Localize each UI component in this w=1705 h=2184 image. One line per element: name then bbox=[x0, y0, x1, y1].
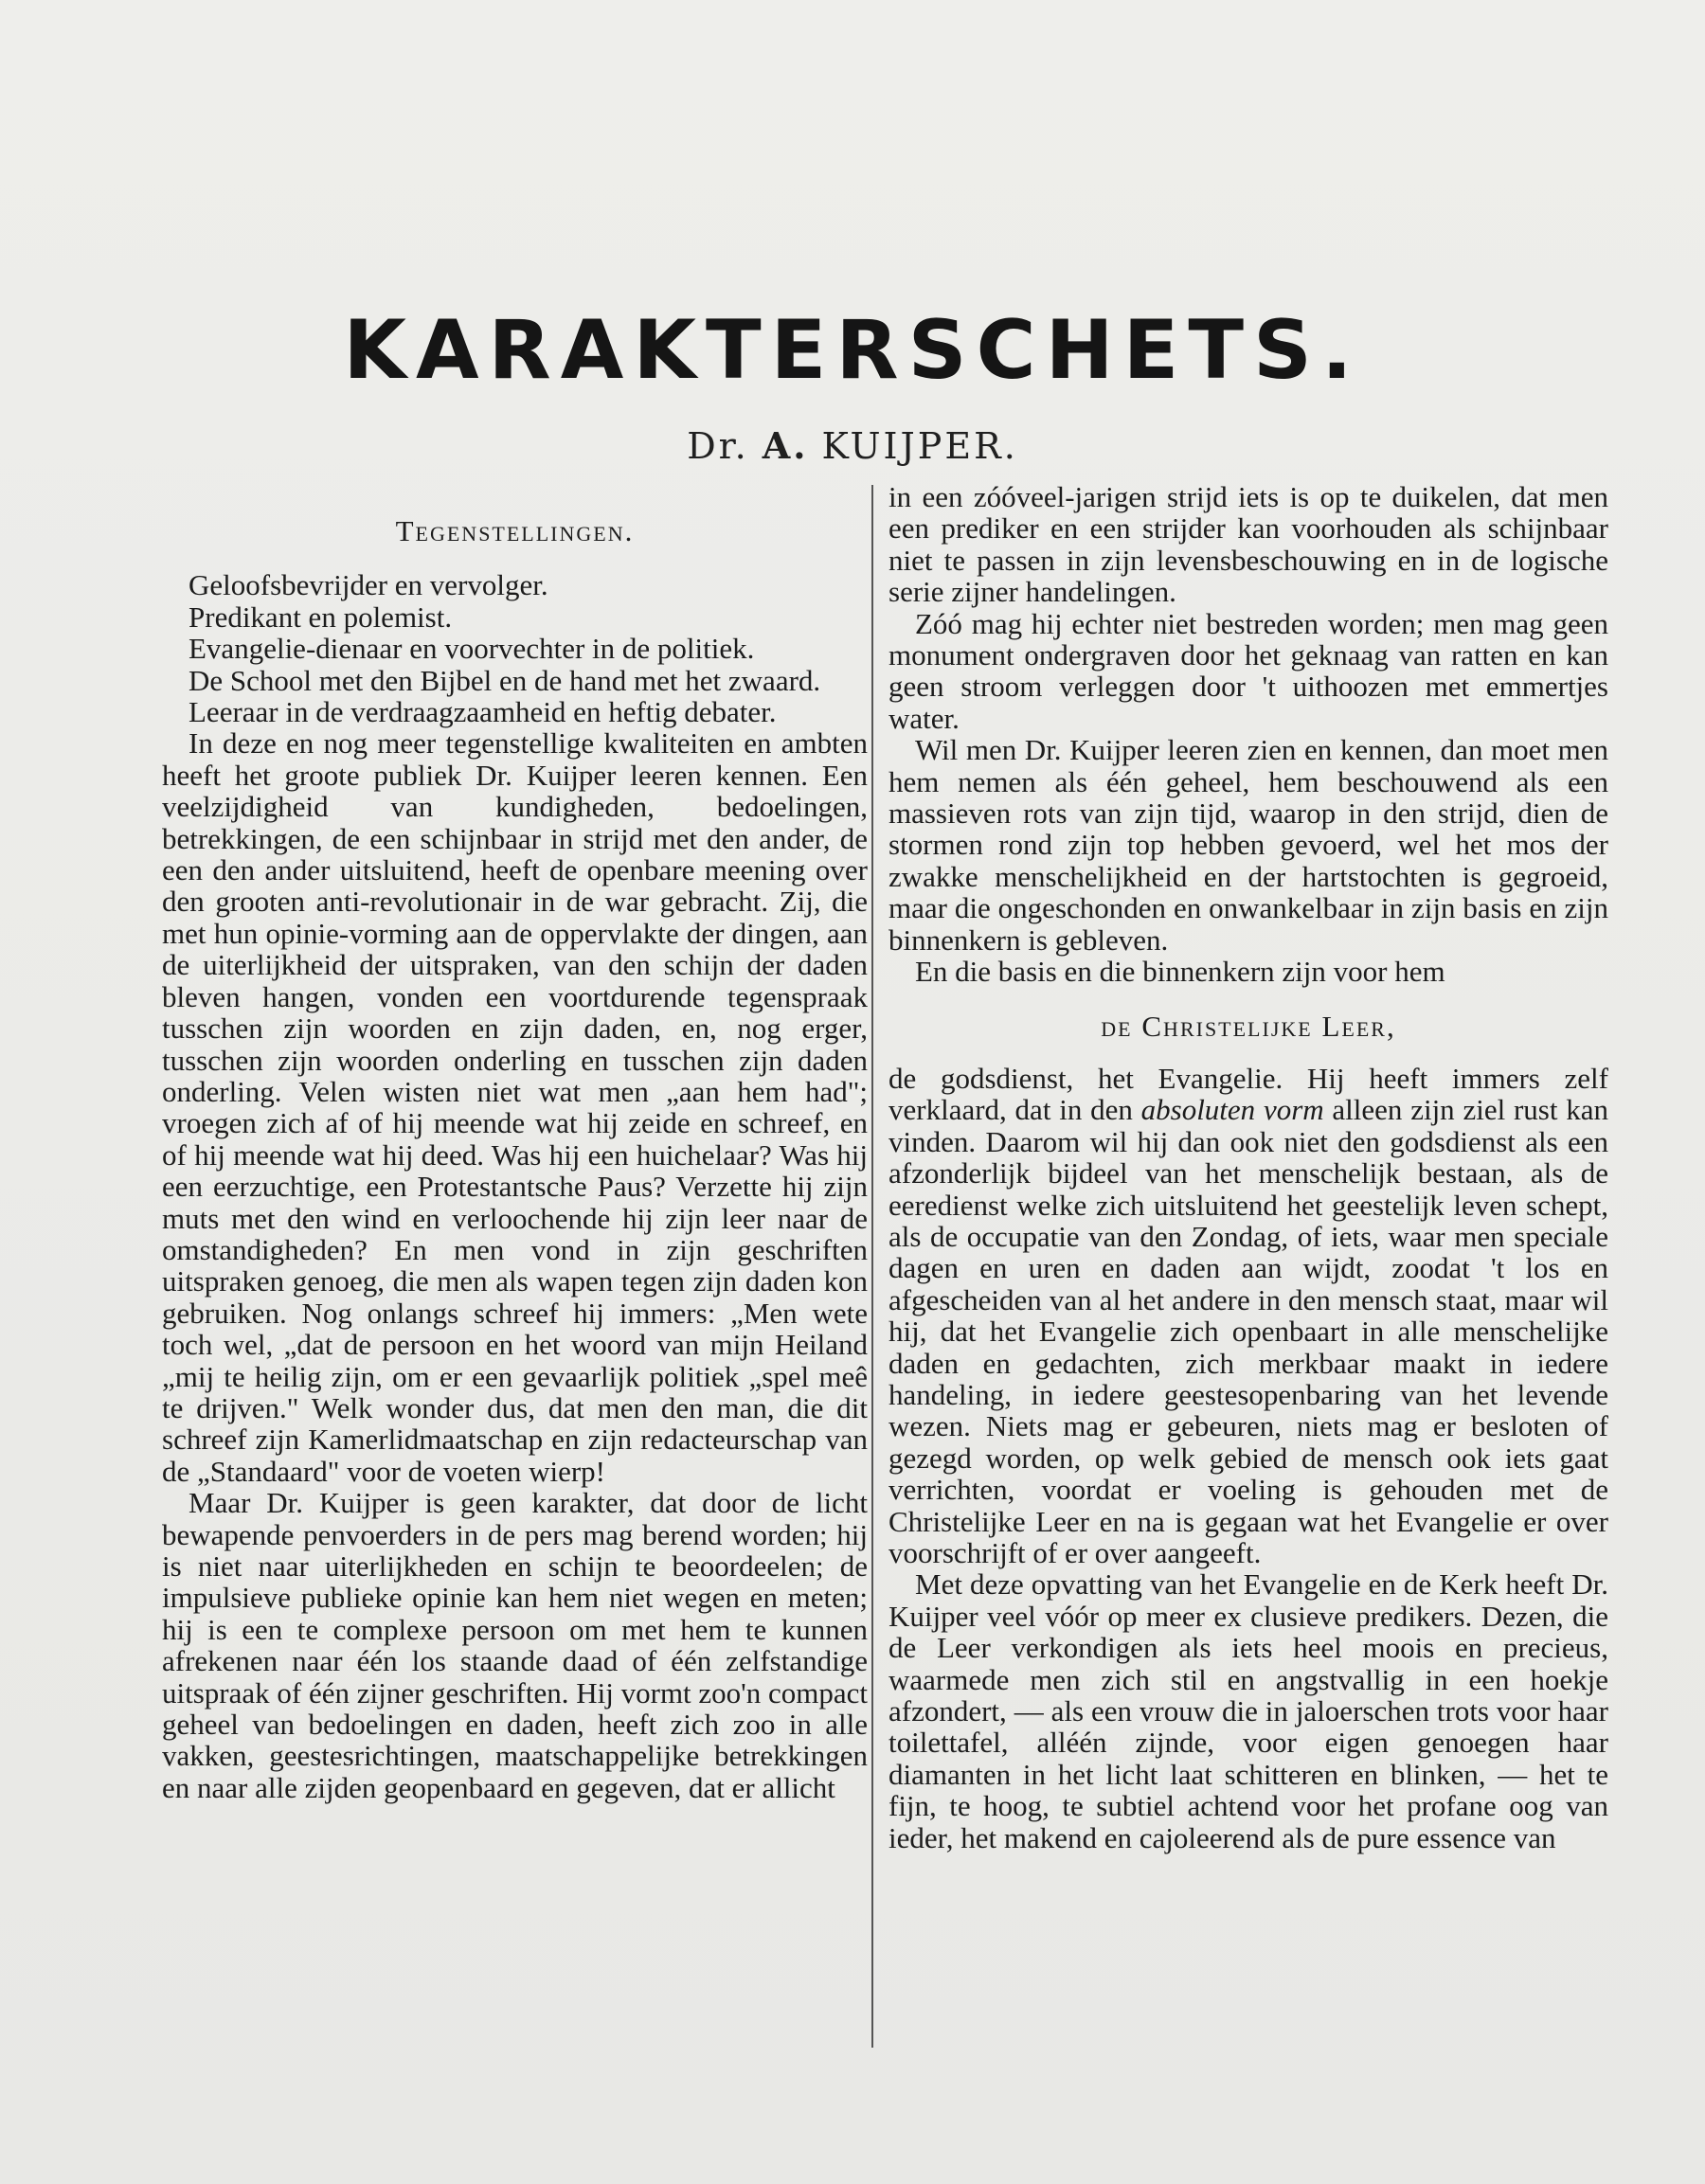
byline-initial: A. bbox=[762, 424, 809, 467]
emphasis-text: absoluten vorm bbox=[1140, 1093, 1324, 1127]
paragraph: Wil men Dr. Kuijper leeren zien en kennen, dan moet men hem nemen als één geheel, hem beschouwend als een massieven rots van zijn tijd, waarop in den strijd, dien de stormen rond zijn top hebben gevoerd, wel het mos der zwakke menschelijkheid en der hartstochten is gegroeid, maar die ongeschonden en onwankelbaar in zijn basis en zijn binnenkern is gebleven. bbox=[888, 733, 1608, 957]
paragraph-text: alleen zijn ziel rust kan vinden. Daarom wil hij dan ook niet den godsdienst als een afzonderlijk bijdeel van het menschelijk bestaan, als de eeredienst welke zich uitsluitend het geestelijk leven schept, als de occupatie van den Zondag, of iets, waar men speciale dagen en uren en daden aan wijdt, zoodat 't los en afgescheiden van al het andere in den mensch staat, maar wil hij, dat het Evangelie zich openbaart in alle menschelijke daden en gedachten, zich merkbaar maakt in iedere handeling, in iedere geestesopenbaring van het levende wezen. Niets mag er gebeuren, niets mag er besloten of gezegd worden, op welk gebied de mensch ook iets gaat verrichten, voordat er voeling is gehouden met de Christelijke Leer en na is gegaan wat het Evangelie er over voorschrijft of er over aangeeft. bbox=[888, 1093, 1608, 1569]
byline bbox=[0, 424, 1705, 467]
paragraph: De School met den Bijbel en de hand met het zwaard. bbox=[188, 663, 821, 697]
paragraph: Maar Dr. Kuijper is geen karakter, dat door de licht bewapende penvoerders in de pers mag berend worden; hij is niet naar uiterlijkheden en schijn te beoordeelen; de impulsieve publieke opinie kan hem niet wegen en meten; hij is een te complexe persoon om met hem te kunnen afrekenen naar één los staande daad of één zelfstandige uitspraak of één zijner geschriften. Hij vormt zoo'n compact geheel van bedoelingen en daden, heeft zich zoo in alle vakken, geestesrichtingen, maatschappelijke betrekkingen en naar alle zijden geopenbaard en gegeven, dat er allicht bbox=[162, 1486, 869, 1804]
column-rule bbox=[871, 485, 873, 2048]
paragraph-text: de godsdienst, het Evangelie. Hij heeft immers zelf verklaard, dat in den bbox=[888, 1061, 1608, 1127]
section-heading-tegenstellingen: Tegenstellingen. bbox=[395, 514, 635, 547]
paragraph: En die basis en die binnenkern zijn voor hem bbox=[915, 955, 1445, 989]
article-title: KARAKTERSCHETS. bbox=[343, 303, 1362, 398]
paragraph: Evangelie-dienaar en voorvechter in de politiek. bbox=[188, 632, 755, 666]
paragraph: Predikant en polemist. bbox=[188, 600, 453, 634]
byline-prefix: Dr. bbox=[687, 425, 749, 467]
paragraph: Met deze opvatting van het Evangelie en de Kerk heeft Dr. Kuijper veel vóór op meer ex clusieve predikers. Dezen, die de Leer verkondigen als iets heel moois en precieus, waarmede men zich stil en angstvallig in een hoekje afzondert, — als een vrouw die in jaloerschen trots voor haar toilettafel, alléén zijnde, voor eigen genoegen haar diamanten in het licht laat schitteren en blinken, — het te fijn, te hoog, te subtiel achtend voor het profane oog van ieder, het makend en cajoleerend als de pure essence van bbox=[888, 1567, 1608, 1854]
paragraph: Leeraar in de verdraagzaamheid en heftig debater. bbox=[188, 695, 777, 729]
paragraph bbox=[888, 1063, 1608, 1569]
paragraph: Geloofsbevrijder en vervolger. bbox=[188, 568, 548, 602]
right-column bbox=[888, 481, 1608, 1853]
paragraph: In deze en nog meer tegenstellige kwaliteiten en ambten heeft het groote publiek Dr. Kuijper leeren kennen. Een veelzijdigheid van kundigheden, bedoelingen, betrekkingen, de een schijnbaar in strijd met den ander, de een den ander uitsluitend, heeft de openbare meening over den grooten anti-revolutionair in de war gebracht. Zij, die met hun opinie-vorming aan de oppervlakte der dingen, aan de uiterlijkheid der uitspraken, van den schijn der daden bleven hangen, vonden een voortdurende tegenspraak tusschen zijn woorden en zijn daden, en, nog erger, tusschen zijn woorden onderling en tusschen zijn daden onderling. Velen wisten niet wat men „aan hem had"; vroegen zich af of hij meende wat hij zeide en schreef, en of hij meende wat hij deed. Was hij een huichelaar? Was hij een eerzuchtige, een Protestantsche Paus? Verzette hij zijn muts met den wind en verloochende hij zijn leer naar de omstandigheden? En men vond in zijn geschriften uitspraken genoeg, die men als wapen tegen zijn daden kon gebruiken. Nog onlangs schreef hij immers: „Men wete toch wel, „dat de persoon en het woord van mijn Heiland „mij te heilig zijn, om er een gevaarlijk politiek „spel meê te drijven." Welk wonder dus, dat men den man, die dit schreef zijn Kamerlidmaatschap en zijn redacteurschap van de „Standaard" voor de voeten wierp! bbox=[162, 726, 868, 1488]
section-heading-christelijke-leer: de Christelijke Leer, bbox=[1101, 1009, 1396, 1043]
left-column bbox=[162, 510, 868, 1803]
paragraph: in een zóóveel-jarigen strijd iets is op te duikelen, dat men een prediker en een strijder kan voorhouden als schijnbaar niet te passen in zijn levensbeschouwing en in de logische serie zijner handelingen. bbox=[888, 480, 1608, 609]
paragraph: Zóó mag hij echter niet bestreden worden; men mag geen monument ondergraven door het geknaag van ratten en kan geen stroom verleggen door 't uithoozen met emmertjes water. bbox=[888, 606, 1608, 735]
byline-name: KUIJPER. bbox=[821, 425, 1018, 467]
